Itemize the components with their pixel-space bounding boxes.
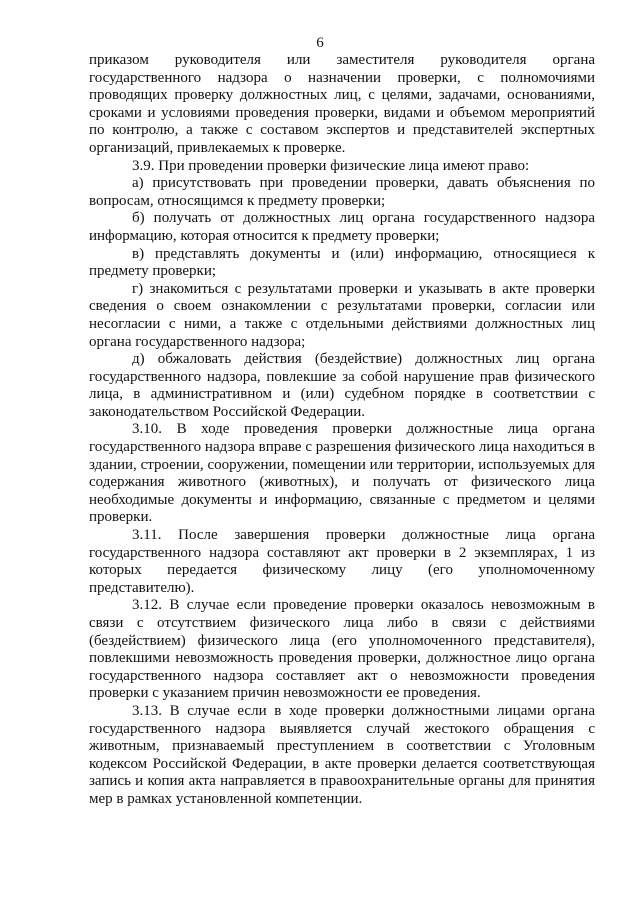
paragraph-3-9-g: г) знакомиться с результатами проверки и указывать в акте проверки сведения о своем ознакомлении с результатами проверки, согласии или несогласии с ними, а также с отдельными действиями должностных лиц органа государственного надзора;: [89, 280, 595, 350]
paragraph-3-11: 3.11. После завершения проверки должностные лица органа государственного надзора составляют акт проверки в 2 экземплярах, 1 из которых передается физическому лицу (его уполномоченному представителю).: [89, 527, 595, 596]
page-number: 6: [316, 35, 324, 51]
paragraph-3-9-d: д) обжаловать действия (бездействие) должностных лиц органа государственного надзора, повлекшие за собой нарушение прав физического лица, в административном и (или) судебном порядке в соответствии с законодательством Российской Федерации.: [89, 351, 595, 420]
paragraph-3-10: 3.10. В ходе проведения проверки должностные лица органа государственного надзора вправе с разрешения физического лица находиться в здании, строении, сооружении, помещении или территории, используемых для содержания животного (животных), и получать от физического лица необходимые документы и информацию, связанные с предметом и целями проверки.: [89, 421, 595, 526]
paragraph-3-9: 3.9. При проведении проверки физические лица имеют право:: [132, 157, 530, 174]
document-body: [89, 52, 595, 809]
paragraph-continuation: приказом руководителя или заместителя руководителя органа государственного надзора о назначении проверки, с полномочиями проводящих проверку должностных лиц, с целями, задачами, основаниями, сроками и условиями проведения проверки, видами и объемом мероприятий по контролю, а также с составом экспертов и представителей экспертных организаций, привлекаемых к проверке.: [89, 52, 595, 156]
paragraph-3-9-v: в) представлять документы и (или) информацию, относящиеся к предмету проверки;: [89, 245, 595, 280]
paragraph-3-9-b: б) получать от должностных лиц органа государственного надзора информацию, которая относится к предмету проверки;: [89, 210, 595, 244]
paragraph-3-13: 3.13. В случае если в ходе проверки должностными лицами органа государственного надзора выявляется случай жестокого обращения с животным, признаваемый преступлением в соответствии с Уголовным кодексом Российской Федерации, в акте проверки делается соответствующая запись и копия акта направляется в правоохранительные органы для принятия мер в рамках установленной компетенции.: [89, 702, 595, 807]
paragraph-3-9-a: а) присутствовать при проведении проверки, давать объяснения по вопросам, относящимся к предмету проверки;: [89, 175, 595, 209]
paragraph-3-12: 3.12. В случае если проведение проверки оказалось невозможным в связи с отсутствием физического лица либо в связи с действиями (бездействием) физического лица (его уполномоченного представителя), повлекшими невозможность проведения проверки, должностное лицо органа государственного надзора составляет акт о невозможности проведения проверки с указанием причин невозможности ее проведения.: [89, 597, 595, 702]
